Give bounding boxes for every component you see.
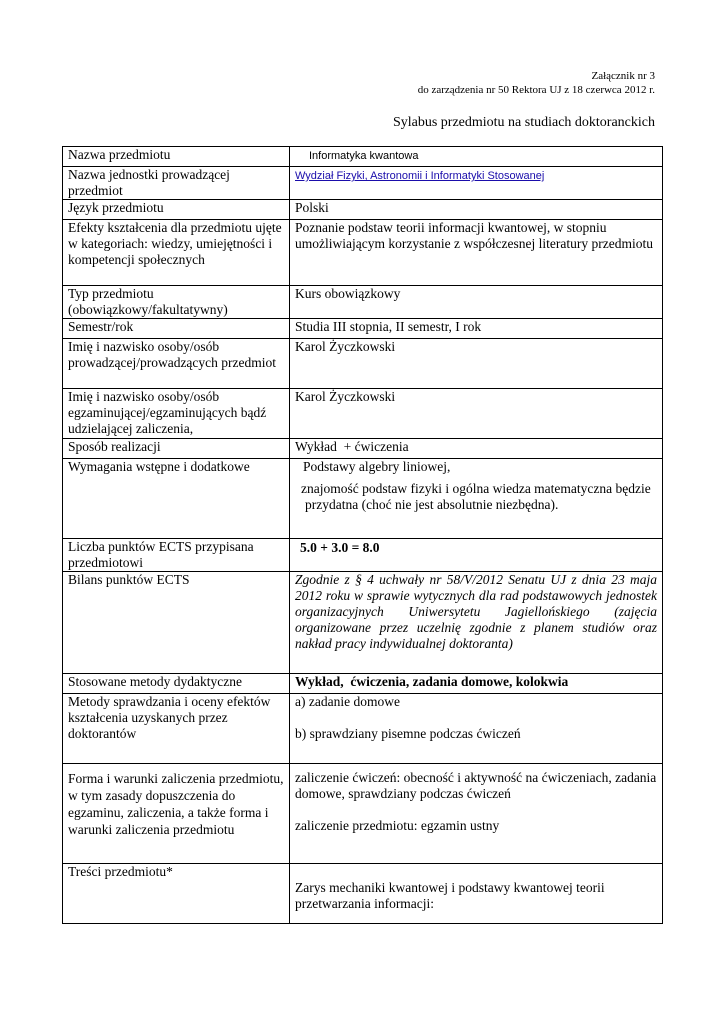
table-row [63, 200, 663, 220]
row-label: Treści przedmiotu* [63, 864, 290, 924]
table-row [63, 459, 663, 539]
table-row [63, 694, 663, 764]
row-label: Forma i warunki zaliczenia przedmiotu, w tym zasady dopuszczenia do egzaminu, zaliczenia, a także forma i warunki zaliczenia przedmiotu [63, 764, 290, 864]
table-row [63, 389, 663, 439]
row-value [290, 694, 663, 764]
table-row [63, 220, 663, 286]
row-value: Zgodnie z § 4 uchwały nr 58/V/2012 Senatu UJ z dnia 23 maja 2012 roku w sprawie wytycznych dla rad podstawowych jednostek organizacyjnych Uniwersytetu Jagiellońskiego (zajęcia organizowane przez uczelnię zgodnie z planem studiów oraz nakład pracy indywidualnej doktoranta) [290, 572, 663, 674]
row-label: Sposób realizacji [63, 439, 290, 459]
row-label: Bilans punktów ECTS [63, 572, 290, 674]
table-row [63, 339, 663, 389]
row-label: Imię i nazwisko osoby/osób egzaminującej/egzaminujących bądź udzielającej zaliczenia, [63, 389, 290, 439]
table-row [63, 572, 663, 674]
assessment-method-a: a) zadanie domowe [295, 694, 400, 709]
row-value: Karol Życzkowski [290, 339, 663, 389]
table-row [63, 864, 663, 924]
table-row [63, 674, 663, 694]
row-value: Wykład + ćwiczenia [290, 439, 663, 459]
row-label: Imię i nazwisko osoby/osób prowadzącej/prowadzących przedmiot [63, 339, 290, 389]
row-value: Studia III stopnia, II semestr, I rok [290, 319, 663, 339]
row-value: Poznanie podstaw teorii informacji kwantowej, w stopniu umożliwiającym korzystanie z współczesnej literatury przedmiotu [290, 220, 663, 286]
table-row [63, 439, 663, 459]
requirement-1: Podstawy algebry liniowej, [303, 459, 451, 474]
annex-number: Załącznik nr 3 [591, 70, 655, 82]
row-value [290, 864, 663, 924]
exercise-credit: zaliczenie ćwiczeń: obecność i aktywność na ćwiczeniach, zadania domowe, sprawdziany podczas ćwiczeń [295, 770, 657, 801]
row-label: Wymagania wstępne i dodatkowe [63, 459, 290, 539]
course-credit: zaliczenie przedmiotu: egzamin ustny [295, 818, 500, 833]
faculty-link[interactable]: Wydział Fizyki, Astronomii i Informatyki Stosowanej [295, 170, 545, 182]
row-label: Typ przedmiotu (obowiązkowy/fakultatywny) [63, 286, 290, 319]
document-title: Sylabus przedmiotu na studiach doktoranckich [392, 115, 655, 130]
row-value: Kurs obowiązkowy [290, 286, 663, 319]
table-row [63, 319, 663, 339]
row-value: Wykład, ćwiczenia, zadania domowe, kolokwia [290, 674, 663, 694]
table-row [63, 147, 663, 167]
row-value [290, 147, 663, 167]
table-row [63, 539, 663, 572]
course-contents: Zarys mechaniki kwantowej i podstawy kwantowej teorii przetwarzania informacji: [295, 880, 605, 911]
row-label: Liczba punktów ECTS przypisana przedmiotowi [63, 539, 290, 572]
table-row [63, 167, 663, 200]
row-value: Polski [290, 200, 663, 220]
row-label: Język przedmiotu [63, 200, 290, 220]
row-label: Metody sprawdzania i oceny efektów kształcenia uzyskanych przez doktorantów [63, 694, 290, 764]
row-value: Karol Życzkowski [290, 389, 663, 439]
row-value [290, 764, 663, 864]
row-value [290, 167, 663, 200]
course-name: Informatyka kwantowa [309, 150, 419, 162]
row-value: 5.0 + 3.0 = 8.0 [290, 539, 663, 572]
row-label: Stosowane metody dydaktyczne [63, 674, 290, 694]
table-row [63, 286, 663, 319]
row-label: Nazwa przedmiotu [63, 147, 290, 167]
row-label: Efekty kształcenia dla przedmiotu ujęte w kategoriach: wiedzy, umiejętności i kompetencji społecznych [63, 220, 290, 286]
syllabus-table [62, 146, 663, 924]
regulation-reference: do zarządzenia nr 50 Rektora UJ z 18 czerwca 2012 r. [417, 84, 655, 96]
row-label: Nazwa jednostki prowadzącej przedmiot [63, 167, 290, 200]
table-row [63, 764, 663, 864]
requirement-2: znajomość podstaw fizyki i ogólna wiedza matematyczna będzie przydatna (choć nie jest absolutnie niezbędna). [301, 481, 651, 512]
assessment-method-b: b) sprawdziany pisemne podczas ćwiczeń [295, 726, 521, 741]
row-value [290, 459, 663, 539]
row-label: Semestr/rok [63, 319, 290, 339]
